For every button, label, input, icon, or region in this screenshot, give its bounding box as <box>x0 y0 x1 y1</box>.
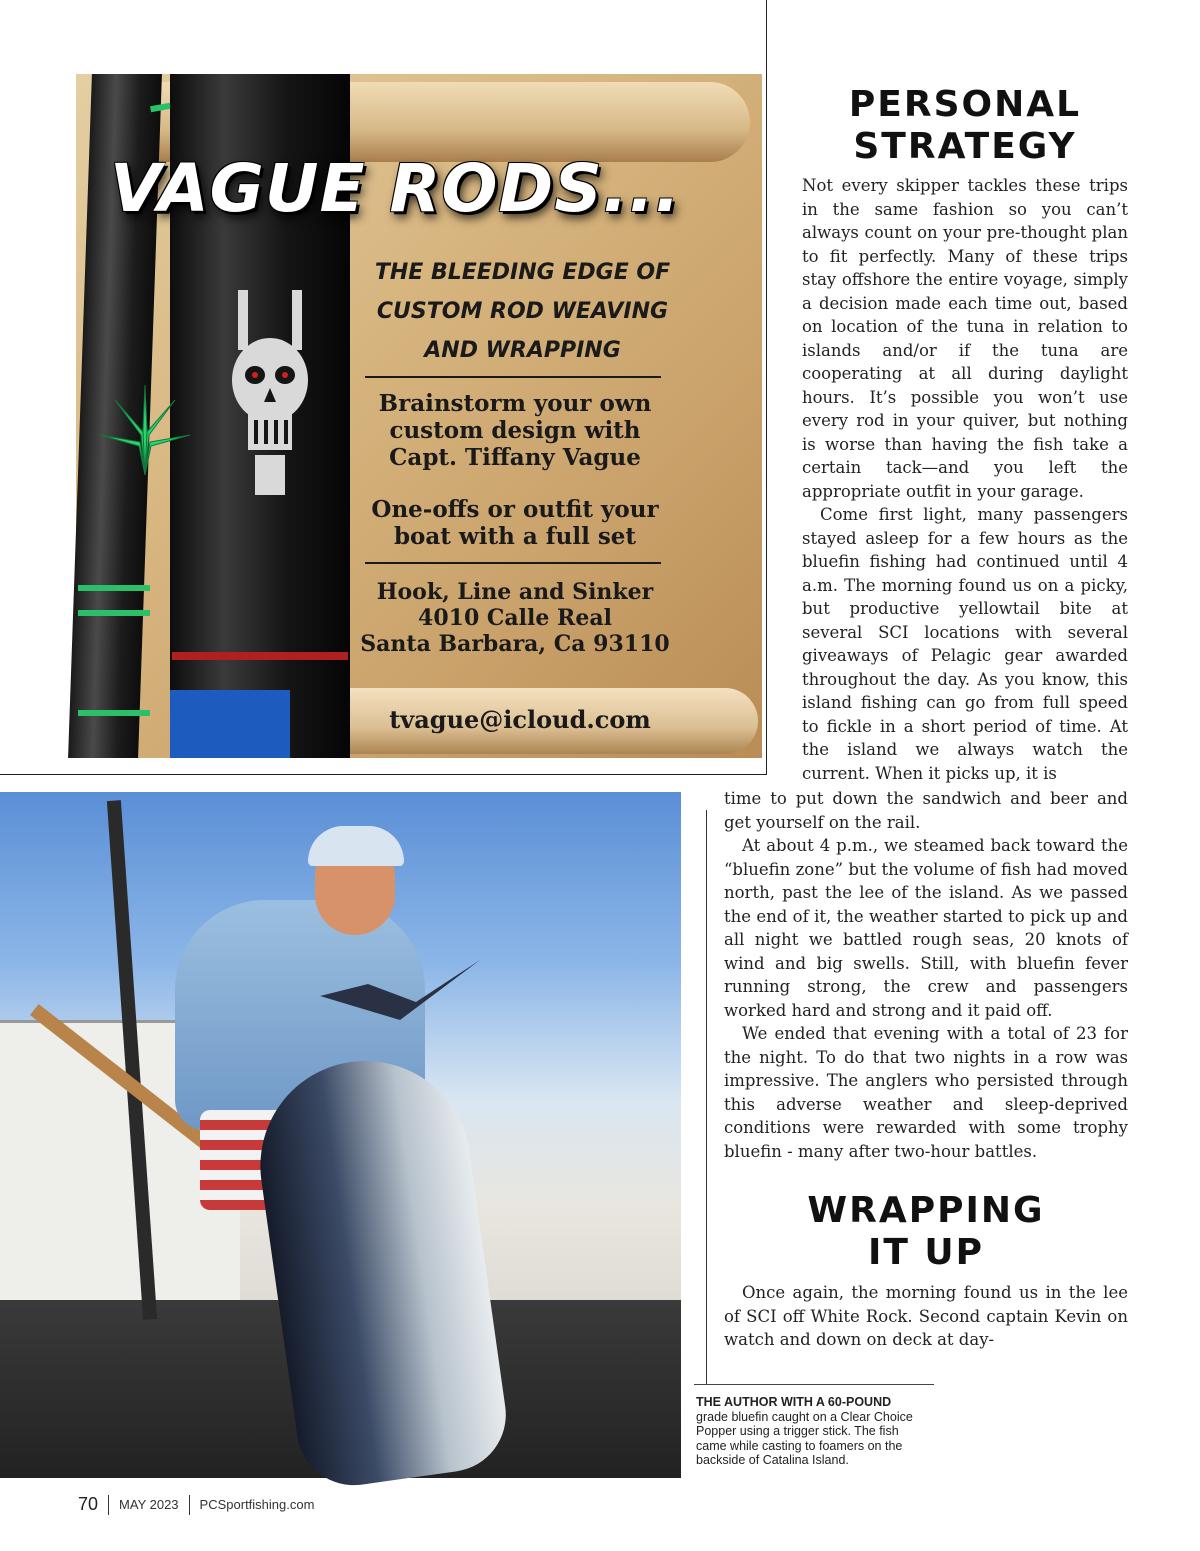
footer-separator <box>108 1495 109 1515</box>
ad-tagline-line: THE BLEEDING EDGE OF <box>374 260 671 285</box>
heading-line: WRAPPING <box>807 1190 1045 1231</box>
ad-email: tvague@icloud.com <box>389 705 651 734</box>
article-column-upper <box>802 174 1128 785</box>
ad-tagline <box>335 253 710 370</box>
ad-address <box>345 579 685 657</box>
heading-line: IT UP <box>867 1232 985 1273</box>
ad-design-text <box>345 390 685 471</box>
ad-address-line: Santa Barbara, Ca 93110 <box>360 631 670 657</box>
article-paragraph: Not every skipper tackles these trips in the same fashion so you can’t always count on your pre-thought plan to fit perfectly. Many of these trips stay offshore the entire voyage, simply a decision made each time out, based on location of the tuna in relation to islands and/or if the tuna are cooperating at all during daylight hours. It’s possible you won’t use every rod in your quiver, but nothing is worse than having the fish take a certain tack—and you left the appropriate outfit in your garage. <box>802 176 1128 501</box>
article-column-lower <box>724 787 1128 1163</box>
ad-divider <box>365 562 661 564</box>
article-paragraph: We ended that evening with a total of 23 for the night. To do that two nights in a row was impressive. The anglers who persisted through this adverse weather and sleep-deprived conditions were rewarded with some trophy bluefin - many after two-hour battles. <box>724 1024 1128 1161</box>
rod-green-wrap <box>78 610 150 616</box>
rod-green-wrap <box>78 710 150 716</box>
ad-oneoffs-text <box>345 496 685 550</box>
rod-red-wrap <box>172 652 348 660</box>
heading-line: PERSONAL <box>848 84 1082 125</box>
ad-tagline-line: AND WRAPPING <box>424 338 621 363</box>
ad-divider <box>365 376 661 378</box>
article-paragraph: Come first light, many passengers stayed asleep for a few hours as the bluefin fishing had continued until 4 a.m. The morning found us on a picky, but productive yellowtail bite at several SCI locations with several giveaways of Pelagic gear awarded throughout the day. As you know, this island fishing can go from full speed to fickle in a short period of time. At the island we always watch the current. When it picks up, it is <box>802 505 1128 783</box>
caption-lead: THE AUTHOR WITH A 60-POUND <box>696 1395 892 1409</box>
ad-title: VAGUE RODS... <box>110 150 681 227</box>
article-paragraph: Once again, the morning found us in the lee of SCI off White Rock. Second captain Kevin on watch and down on deck at day- <box>724 1283 1128 1349</box>
ad-design-line: Brainstorm your own <box>378 390 652 417</box>
section-heading-wrapping-it-up <box>724 1190 1128 1274</box>
heading-line: STRATEGY <box>853 126 1077 167</box>
ad-address-line: Hook, Line and Sinker <box>376 579 654 605</box>
ad-design-line: Capt. Tiffany Vague <box>389 444 641 471</box>
cannabis-leaf-icon <box>95 380 195 480</box>
footer-separator <box>189 1495 190 1515</box>
rod-green-wrap <box>78 585 150 591</box>
photo-caption <box>696 1395 932 1468</box>
woven-skull-icon <box>220 270 320 500</box>
article-paragraph: At about 4 p.m., we steamed back toward the “bluefin zone” but the volume of fish had moved north, past the lee of the island. As we passed the end of it, the weather started to pick up and all night we battled rough seas, 20 knots of wind and big swells. Still, with bluefin fever running strong, the crew and passengers worked hard and strong and it paid off. <box>724 836 1128 1020</box>
column-divider <box>706 810 707 1385</box>
page-number: 70 <box>78 1494 99 1514</box>
issue-date: MAY 2023 <box>119 1497 179 1512</box>
ad-design-line: custom design with <box>389 417 641 444</box>
section-heading-personal-strategy <box>802 84 1128 168</box>
caption-divider <box>694 1384 934 1385</box>
photo-angler-cap <box>308 826 404 866</box>
rod-blue-grip <box>170 690 290 758</box>
ad-oneoffs-line: One-offs or outfit your <box>371 496 659 523</box>
ad-address-line: 4010 Calle Real <box>418 605 612 631</box>
ad-oneoffs-line: boat with a full set <box>393 523 637 550</box>
caption-body: grade bluefin caught on a Clear Choice Popper using a trigger stick. The fish came while casting to foamers on the backside of Catalina Island. <box>696 1409 913 1467</box>
page-footer <box>78 1494 314 1515</box>
article-paragraph: time to put down the sandwich and beer and get yourself on the rail. <box>724 789 1128 832</box>
ad-tagline-line: CUSTOM ROD WEAVING <box>376 299 669 324</box>
website: PCSportfishing.com <box>199 1497 315 1512</box>
article-column-final <box>724 1281 1128 1352</box>
